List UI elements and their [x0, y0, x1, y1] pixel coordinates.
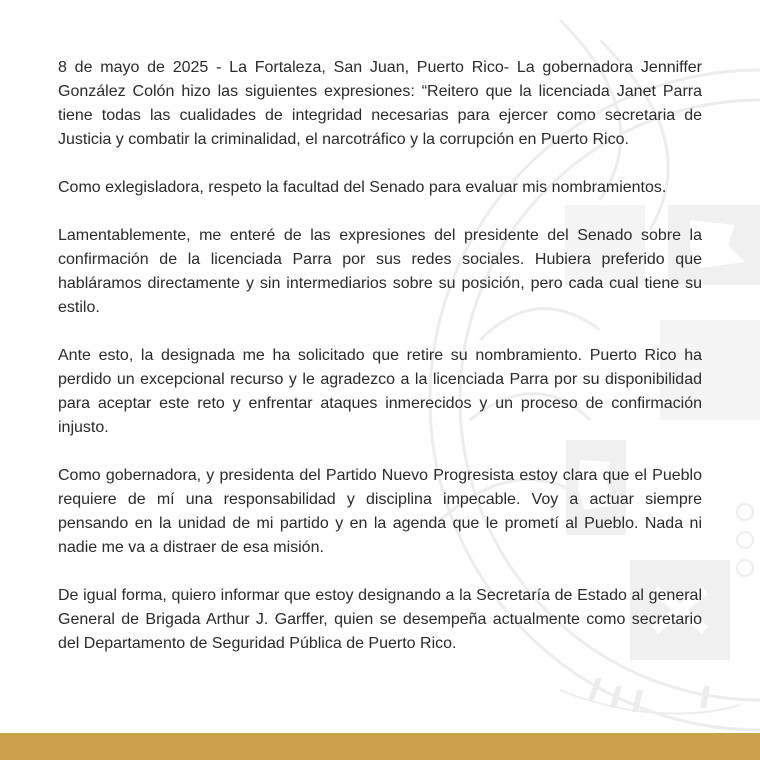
statement-paragraph-2: Como exlegisladora, respeto la facultad del Senado para evaluar mis nombramientos.: [58, 179, 667, 196]
statement-paragraph-6: De igual forma, quiero informar que estoy designando a la Secretaría de Estado al general General de Brigada Arthur J. Garffer, quien se desempeña actualmente como secretario del Departamento de Seguridad Pública de Puerto Rico.: [58, 587, 702, 652]
footer-gold-bar: [0, 733, 760, 760]
statement-paragraph-1: 8 de mayo de 2025 - La Fortaleza, San Juan, Puerto Rico- La gobernadora Jenniffer González Colón hizo las siguientes expresiones: “Reitero que la licenciada Janet Parra tiene todas las cualidades de integridad necesarias para ejercer como secretaria de Justicia y combatir la criminalidad, el narcotráfico y la corrupción en Puerto Rico.: [58, 59, 702, 148]
press-statement: [58, 56, 702, 680]
statement-paragraph-5: Como gobernadora, y presidenta del Partido Nuevo Progresista estoy clara que el Pueblo requiere de mí una responsabilidad y disciplina impecable. Voy a actuar siempre pensando en la unidad de mi partido y en la agenda que le prometí al Pueblo. Nada ni nadie me va a distraer de esa misión.: [58, 467, 702, 556]
statement-paragraph-4: Ante esto, la designada me ha solicitado que retire su nombramiento. Puerto Rico ha perdido un excepcional recurso y le agradezco a la licenciada Parra por su disponibilidad para aceptar este reto y enfrentar ataques inmerecidos y un proceso de confirmación injusto.: [58, 347, 702, 436]
statement-paragraph-3: Lamentablemente, me enteré de las expresiones del presidente del Senado sobre la confirmación de la licenciada Parra por sus redes sociales. Hubiera preferido que habláramos directamente y sin intermediarios sobre su posición, pero cada cual tiene su estilo.: [58, 227, 702, 316]
